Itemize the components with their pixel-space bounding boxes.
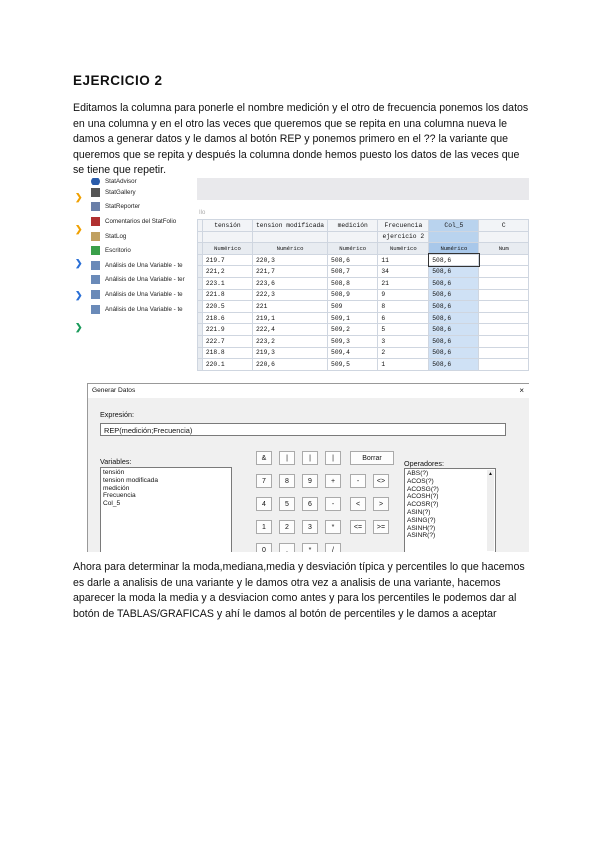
table-cell[interactable]: 5 xyxy=(378,324,429,336)
table-cell[interactable] xyxy=(479,324,529,336)
analysis-icon xyxy=(91,305,100,314)
key-button[interactable]: 7 xyxy=(256,474,272,488)
key-button[interactable]: - xyxy=(350,474,366,488)
dialog-title: Generar Datos xyxy=(92,387,136,394)
variable-item[interactable]: Col_5 xyxy=(103,500,121,508)
generate-data-dialog xyxy=(87,383,529,552)
column-type: Numérico xyxy=(378,243,429,255)
column-header[interactable]: Col_5 xyxy=(429,220,479,232)
clear-button[interactable]: Borrar xyxy=(350,451,394,465)
menu-item[interactable]: Análisis de Una Variable - ter xyxy=(87,273,197,288)
table-cell[interactable]: 222.7 xyxy=(202,335,252,347)
table-cell[interactable]: 508,6 xyxy=(429,289,479,301)
key-button[interactable]: , xyxy=(279,543,295,552)
table-cell[interactable] xyxy=(479,335,529,347)
table-row xyxy=(198,312,529,324)
table-cell[interactable]: 223.1 xyxy=(202,277,252,289)
menu-item[interactable]: Análisis de Una Variable - te xyxy=(87,302,197,317)
menu-item[interactable]: Escritorio xyxy=(87,243,197,258)
key-button[interactable]: * xyxy=(302,543,318,552)
key-button[interactable]: + xyxy=(325,474,341,488)
menu-item[interactable]: StatReporter xyxy=(87,200,197,215)
table-cell[interactable]: 218.6 xyxy=(202,312,252,324)
variable-item[interactable]: tensión xyxy=(103,469,125,476)
operator-item[interactable]: ABS(?) xyxy=(407,470,429,477)
table-cell[interactable]: 2 xyxy=(378,347,429,359)
expression-input[interactable]: REP(medición;Frecuencia) xyxy=(100,423,506,436)
key-button[interactable]: 1 xyxy=(256,520,272,534)
table-cell[interactable]: 218.8 xyxy=(202,347,252,359)
table-cell[interactable]: 8 xyxy=(378,301,429,313)
column-type: Numérico xyxy=(429,243,479,255)
table-cell[interactable]: 508,6 xyxy=(429,266,479,278)
table-cell[interactable]: 509,5 xyxy=(328,359,378,371)
variables-label: Variables: xyxy=(100,457,132,466)
folder-icon: ❯ xyxy=(75,192,83,202)
table-cell[interactable]: 219.7 xyxy=(202,254,252,266)
key-button[interactable]: 5 xyxy=(279,497,295,511)
column-header[interactable]: Frecuencia xyxy=(378,220,429,232)
menu-item[interactable]: Análisis de Una Variable - te xyxy=(87,258,197,273)
table-row xyxy=(198,335,529,347)
key-button[interactable]: & xyxy=(256,451,272,465)
column-header[interactable]: tensión xyxy=(202,220,252,232)
expression-label: Expresión: xyxy=(100,410,134,419)
key-button[interactable]: <> xyxy=(373,474,389,488)
column-type: Numérico xyxy=(328,243,378,255)
operators-label: Operadores: xyxy=(404,459,444,468)
table-cell[interactable]: 222,3 xyxy=(253,289,328,301)
table-row xyxy=(198,277,529,289)
table-row xyxy=(198,301,529,313)
table-cell[interactable] xyxy=(479,359,529,371)
statfolio-menu xyxy=(87,178,198,383)
key-button[interactable]: >= xyxy=(373,520,389,534)
key-button[interactable]: | xyxy=(325,451,341,465)
table-row xyxy=(198,359,529,371)
table-cell[interactable]: 223,2 xyxy=(253,335,328,347)
column-comment[interactable]: ejercicio 2 xyxy=(378,231,429,243)
variable-item[interactable]: medición xyxy=(103,484,130,492)
table-cell[interactable]: 223,6 xyxy=(253,277,328,289)
table-cell[interactable]: 220,6 xyxy=(253,359,328,371)
table-cell[interactable]: 219,3 xyxy=(253,347,328,359)
key-button[interactable]: 6 xyxy=(302,497,318,511)
table-cell[interactable]: 221.9 xyxy=(202,324,252,336)
sheet-faded-label: Ilo xyxy=(199,210,206,216)
table-cell[interactable]: 508,6 xyxy=(429,324,479,336)
table-cell[interactable]: 220.1 xyxy=(202,359,252,371)
operator-item[interactable]: ACOSR(?) xyxy=(407,501,439,509)
analysis-icon xyxy=(91,275,100,284)
table-cell[interactable]: 508,6 xyxy=(429,254,479,266)
table-cell[interactable]: 11 xyxy=(378,254,429,266)
key-button[interactable]: - xyxy=(325,497,341,511)
close-icon[interactable]: × xyxy=(519,386,524,395)
variable-item[interactable]: tension modificada xyxy=(103,476,158,484)
table-cell[interactable]: 1 xyxy=(378,359,429,371)
folder-icon: ❯ xyxy=(75,224,83,234)
table-cell[interactable]: 221,7 xyxy=(253,266,328,278)
table-cell[interactable]: 508,6 xyxy=(429,335,479,347)
data-grid xyxy=(197,219,529,371)
table-cell[interactable]: 221,2 xyxy=(202,266,252,278)
table-cell[interactable] xyxy=(479,266,529,278)
arrow-icon: ❯ xyxy=(75,290,83,300)
desktop-icon xyxy=(91,246,100,255)
table-cell[interactable]: 508,6 xyxy=(328,254,378,266)
key-button[interactable]: 0 xyxy=(256,543,272,552)
key-button[interactable]: 4 xyxy=(256,497,272,511)
table-cell[interactable]: 220,3 xyxy=(253,254,328,266)
table-row xyxy=(198,324,529,336)
data-sheet xyxy=(197,178,529,383)
table-cell[interactable]: 9 xyxy=(378,289,429,301)
table-cell[interactable]: 34 xyxy=(378,266,429,278)
scroll-up-icon[interactable]: ▲ xyxy=(488,471,493,477)
table-cell[interactable] xyxy=(479,254,529,266)
comment-icon xyxy=(91,217,100,226)
menu-item[interactable]: StatGallery xyxy=(87,185,197,200)
column-comment[interactable] xyxy=(328,231,378,243)
table-cell[interactable]: 509,3 xyxy=(328,335,378,347)
column-header[interactable]: C xyxy=(479,220,529,232)
column-type: Num xyxy=(479,243,529,255)
key-button[interactable]: 2 xyxy=(279,520,295,534)
table-cell[interactable]: 221 xyxy=(253,301,328,313)
key-button[interactable]: * xyxy=(325,520,341,534)
operator-item[interactable]: ASINR(?) xyxy=(407,532,436,540)
table-cell[interactable]: 508,7 xyxy=(328,266,378,278)
key-button[interactable]: <= xyxy=(350,520,366,534)
menu-item[interactable]: Análisis de Una Variable - te xyxy=(87,287,197,302)
table-cell[interactable]: 508,6 xyxy=(429,347,479,359)
table-cell[interactable]: 21 xyxy=(378,277,429,289)
table-cell[interactable]: 509,2 xyxy=(328,324,378,336)
key-button[interactable]: | xyxy=(279,451,295,465)
table-cell[interactable] xyxy=(479,301,529,313)
menu-item[interactable]: Comentarios del StatFolio xyxy=(87,214,197,229)
log-icon xyxy=(91,232,100,241)
column-header[interactable]: medición xyxy=(328,220,378,232)
key-button[interactable]: 3 xyxy=(302,520,318,534)
operators-scrollbar[interactable] xyxy=(487,470,494,551)
table-cell[interactable]: 220.5 xyxy=(202,301,252,313)
table-cell[interactable]: 3 xyxy=(378,335,429,347)
gallery-icon xyxy=(91,188,100,197)
table-cell[interactable]: 6 xyxy=(378,312,429,324)
key-button[interactable]: 8 xyxy=(279,474,295,488)
table-cell[interactable] xyxy=(479,312,529,324)
advisor-icon xyxy=(91,178,100,185)
analysis-icon xyxy=(91,261,100,270)
column-type: Numérico xyxy=(202,243,252,255)
table-cell[interactable] xyxy=(479,289,529,301)
operator-item[interactable]: ACOSG(?) xyxy=(407,485,439,493)
side-icon-strip xyxy=(73,178,87,552)
column-comment[interactable] xyxy=(202,231,252,243)
closing-paragraph: Ahora para determinar la moda,mediana,media y desviación típica y percentiles lo que hacemos es darle a analisis de una variante y le damos otra vez a analisis de una variante, hacemos aparecer la moda la media y a desviacion como antes y para los percentiles le podemos dar al botón de TABLAS/GRAFICAS y ahí le damos al botón de percentiles y le damos a aceptar xyxy=(73,561,525,620)
table-cell[interactable]: 508,6 xyxy=(429,312,479,324)
operators-list[interactable] xyxy=(404,468,496,552)
menu-item[interactable]: StatLog xyxy=(87,229,197,244)
key-button[interactable]: / xyxy=(325,543,341,552)
table-row xyxy=(198,289,529,301)
column-type: Numérico xyxy=(253,243,328,255)
arrow-icon: ❯ xyxy=(75,258,83,268)
table-row xyxy=(198,347,529,359)
dialog-title-bar xyxy=(88,384,529,398)
key-button[interactable]: 9 xyxy=(302,474,318,488)
sheet-toolbar xyxy=(197,178,529,200)
menu-item[interactable]: StatAdvisor xyxy=(87,178,197,185)
statgraphics-screenshot xyxy=(73,178,529,552)
column-header[interactable]: tension modificada xyxy=(253,220,328,232)
intro-paragraph: Editamos la columna para ponerle el nombre medición y el otro de frecuencia ponemos los datos en una columna y en el otro las veces que queremos que se repita en una columna nueva le damos a generar datos y le damos al botón REP y ponemos primero en el ?? la variante que queremos que se repita y después la columna donde hemos puesto los datos de las veces que se tiene que repetir. xyxy=(73,102,529,176)
table-row xyxy=(198,266,529,278)
operator-item[interactable]: ASING(?) xyxy=(407,516,436,524)
table-cell[interactable]: 509,4 xyxy=(328,347,378,359)
table-cell[interactable]: 508,6 xyxy=(429,359,479,371)
column-comment[interactable] xyxy=(253,231,328,243)
key-button[interactable]: > xyxy=(373,497,389,511)
operator-item[interactable]: ACOS(?) xyxy=(407,477,434,485)
key-button[interactable]: < xyxy=(350,497,366,511)
table-cell[interactable]: 508,8 xyxy=(328,277,378,289)
analysis-icon xyxy=(91,290,100,299)
operator-item[interactable]: ASINH(?) xyxy=(407,524,436,532)
table-cell[interactable] xyxy=(479,347,529,359)
key-button[interactable]: | xyxy=(302,451,318,465)
exercise-heading: EJERCICIO 2 xyxy=(73,73,163,88)
column-comment[interactable] xyxy=(429,231,479,243)
operator-item[interactable]: ASIN(?) xyxy=(407,508,431,516)
table-cell[interactable]: 222,4 xyxy=(253,324,328,336)
table-row xyxy=(198,254,529,266)
table-cell[interactable]: 221.8 xyxy=(202,289,252,301)
table-cell[interactable]: 508,6 xyxy=(429,301,479,313)
variables-list[interactable] xyxy=(100,467,232,552)
reporter-icon xyxy=(91,202,100,211)
table-cell[interactable]: 509,1 xyxy=(328,312,378,324)
column-comment[interactable] xyxy=(479,231,529,243)
table-cell[interactable]: 509 xyxy=(328,301,378,313)
arrow-icon: ❯ xyxy=(75,322,83,332)
variable-item[interactable]: Frecuencia xyxy=(103,492,136,500)
operator-item[interactable]: ACOSH(?) xyxy=(407,493,439,501)
table-cell[interactable] xyxy=(479,277,529,289)
table-cell[interactable]: 508,6 xyxy=(429,277,479,289)
table-cell[interactable]: 219,1 xyxy=(253,312,328,324)
table-cell[interactable]: 508,9 xyxy=(328,289,378,301)
